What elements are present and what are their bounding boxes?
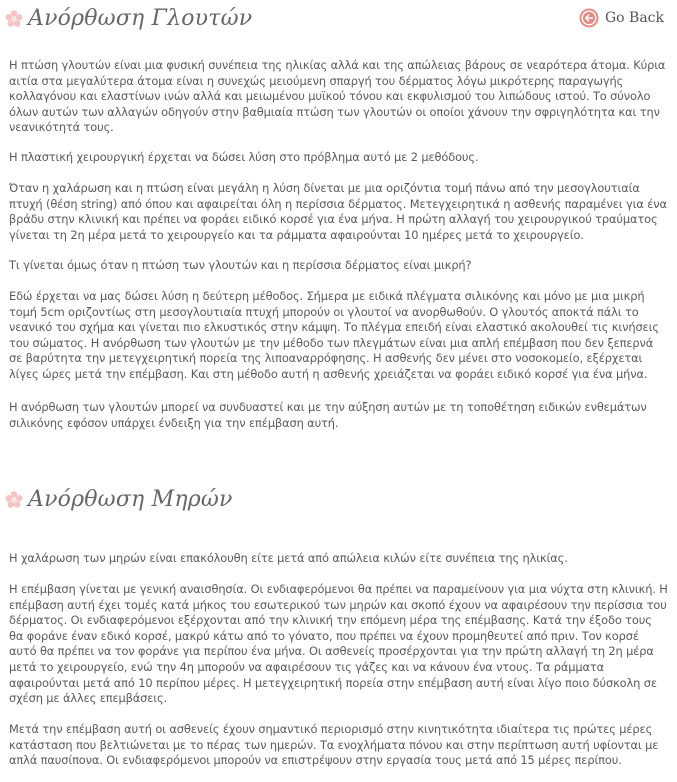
paragraph: Όταν η χαλάρωση και η πτώση είναι μεγάλη η λύση δίνεται με μια οριζόντια τομή πάνω από την μεσογλουτιαία πτυχή (θέση string) από όπου και αφαιρείται όλη η περίσσια δέρματος. Μετεγχειρητικά η ασθενής παραμένει για ένα βράδυ στην κλινική και πρέπει να φοράει ειδικό κορσέ για ένα μήνα. Η πρώτη αλλαγή του χειρουργικού τραύματος γίνεται τη 2η μέρα μετά το χειρουργείο και τα ράμματα αφαιρούνται 10 ημέρες μετά το χειρουργείο. bbox=[9, 181, 667, 242]
paragraph: Η πτώση γλουτών είναι μια φυσική συνέπεια της ηλικίας αλλά και της απώλειας βάρους σε νεαρότερα άτομα. Κύρια αιτία στα μεγαλύτερα άτομα είναι η συνεχώς μειούμενη σπαργή του δέρματος λόγω μικρότερης παραγωγής κολλαγόνου και ελαστίνων ινών αλλά και μειωμένου μυϊκού τόνου και εκφυλισμού του λιπώδους ιστού. Το σύνολο όλων αυτών των αλλαγών οδηγούν στην βαθμιαία πτώση των γλουτών οι οποίοι χάνουν την σφριγηλότητα και την νεανικότητά τους. bbox=[9, 58, 666, 135]
go-back-label: Go Back bbox=[604, 10, 664, 26]
paragraph: Η χαλάρωση των μηρών είναι επακόλουθη είτε μετά από απώλεια κιλών είτε συνέπεια της ηλικίας. bbox=[9, 551, 568, 565]
section-title-text: Ανόρθωση Γλουτών bbox=[28, 6, 253, 31]
paragraph: Η πλαστική χειρουργική έρχεται να δώσει λύση στο πρόβλημα αυτό με 2 μεθόδους. bbox=[9, 150, 479, 164]
go-back-button[interactable] bbox=[579, 8, 664, 28]
section-title-thigh-lift bbox=[4, 487, 233, 512]
paragraph: Η επέμβαση γίνεται με γενική αναισθησία. Οι ενδιαφερόμενοι θα πρέπει να παραμείνουν για μια νύχτα στη κλινική. Η επέμβαση αυτή έχει τομές κατά μήκος του εσωτερικού των μηρών και σκοπό έχουν να αφαιρέσουν την περίσσια του δέρματος. Οι ενδιαφερόμενοι εξέρχονται από την κλινική την επόμενη μέρα της επέμβασης. Κατά την έξοδο τους θα φοράνε έναν εδικό κορσέ, μακρύ κάτω από το γόνατο, που πρέπει να έχουν προμηθευτεί από πριν. Τον κορσέ αυτό θα πρέπει να τον φοράνε για περίπου ένα μήνα. Οι ασθενείς προσέρχονται για την πρώτη αλλαγή τη 2η μέρα μετά το χειρουργείο, ενώ την 4η μπορούν να αφαιρέσουν τις γάζες και να κάνουν ένα ντους. Τα ράμματα αφαιρούνται μετά από 10 περίπου μέρες. Η μετεγχειρητική πορεία στην επέμβαση αυτή είναι λίγο ποιο δύσκολη σε σχέση με άλλες επεμβάσεις. bbox=[9, 582, 668, 706]
paragraph: Τι γίνεται όμως όταν η πτώση των γλουτών και η περίσσια δέρματος είναι μικρή? bbox=[9, 258, 472, 272]
flower-icon bbox=[4, 9, 24, 29]
section-title-buttock-lift bbox=[4, 6, 252, 31]
paragraph: Η ανόρθωση των γλουτών μπορεί να συνδυαστεί και με την αύξηση αυτών με τη τοποθέτηση ειδικών ενθεμάτων σιλικόνης εφόσον υπάρχει ένδειξη για την επέμβαση αυτή. bbox=[9, 400, 647, 430]
paragraph: Μετά την επέμβαση αυτή οι ασθενείς έχουν σημαντικό περιορισμό στην κινητικότητα ιδιαίτερα τις πρώτες μέρες κατάσταση που βελτιώνεται με το πέρας των ημερών. Τα ενοχλήματα πόνου και στην περίπτωση αυτή υφίονται με απλά παυσίπονα. Οι ενδιαφερόμενοι μπορούν να επιστρέψουν στην εργασία τους μετά από 15 μέρες περίπου. bbox=[9, 722, 659, 768]
section-title-text: Ανόρθωση Μηρών bbox=[28, 487, 233, 512]
arrow-left-circle-icon bbox=[579, 8, 599, 28]
flower-icon bbox=[4, 490, 24, 510]
paragraph: Εδώ έρχεται να μας δώσει λύση η δεύτερη μέθοδος. Σήμερα με ειδικά πλέγματα σιλικόνης και μόνο με μια μικρή τομή 5cm οριζοντίως στη μεσογλουτιαία πτυχή μπορούν οι γλουτοί να ανορθωθούν. Ο γλουτός αποκτά πάλι το νεανικό του σχήμα και γίνεται πιο ελκυστικός στην κάμψη. Το πλέγμα επειδή είναι ελαστικό ακολουθεί τις κινήσεις του σώματος. Η ανόρθωση των γλουτών με την μέθοδο των πλεγμάτων είναι μια απλή επέμβαση που δεν ξεπερνά σε βαρύτητα την μετεγχειρητική πορεία της λιποαναρρόφησης. Η ασθενής δεν μένει στο νοσοκομείο, εξέρχεται λίγες ώρες μετά την επέμβαση. Και στη μέθοδο αυτή η ασθενής χρειάζεται να φοράει ειδικό κορσέ για ένα μήνα. bbox=[9, 289, 659, 381]
